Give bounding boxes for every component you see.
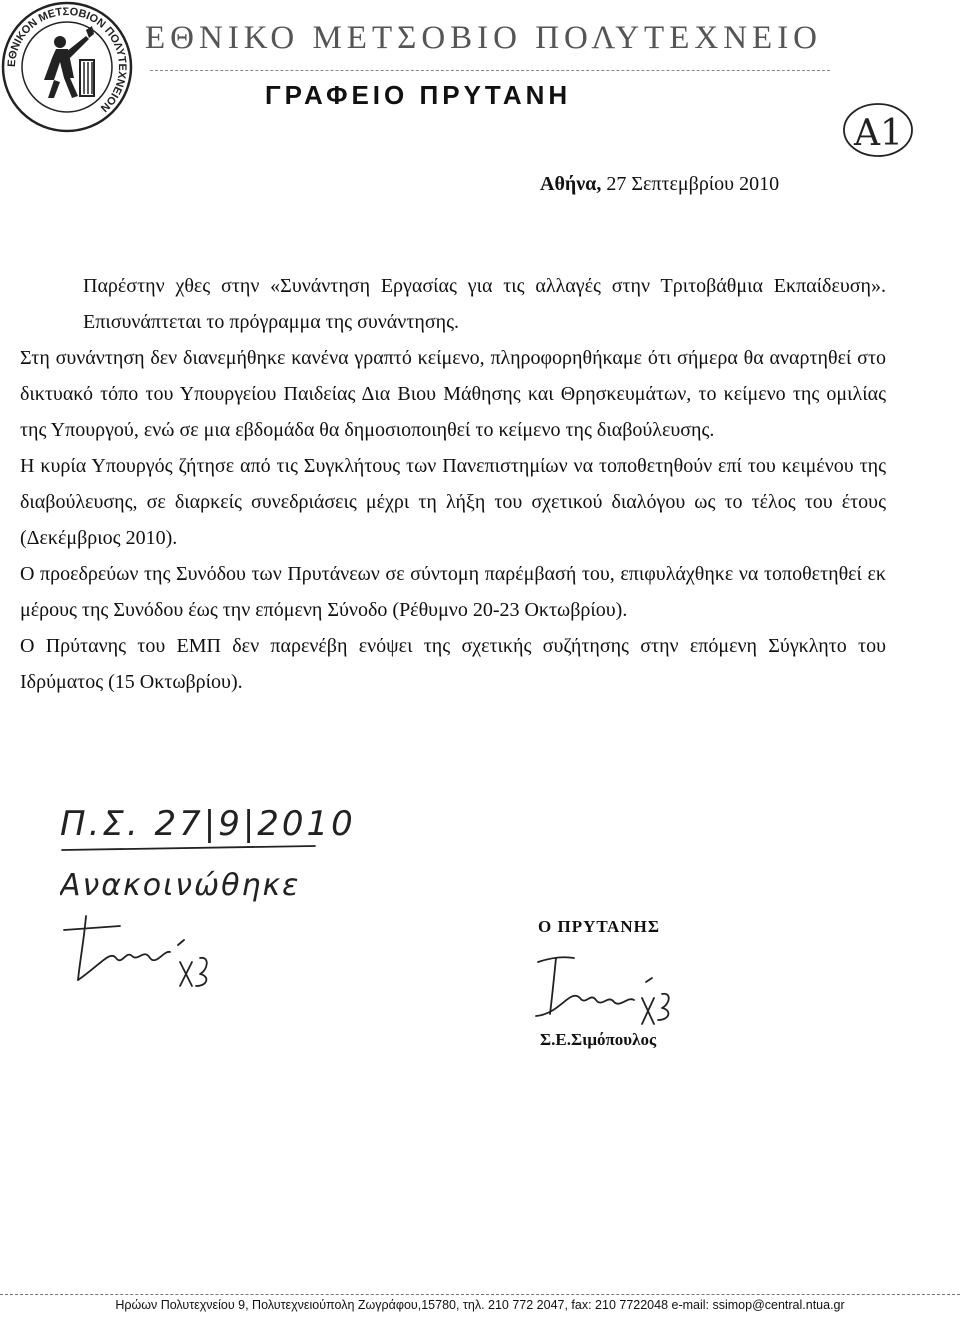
initials-signature xyxy=(64,916,207,986)
paragraph-4: Ο προεδρεύων της Συνόδου των Πρυτάνεων σε σύντομη παρέμβασή του, επιφυλάχθηκε να τοποθετηθεί εκ μέρους της Συνόδου έως την επόμενη Σύνοδο (Ρέθυμνο 20-23 Οκτωβρίου). xyxy=(20,563,886,621)
stamp-a1 xyxy=(836,100,916,160)
date-value: 27 Σεπτεμβρίου 2010 xyxy=(606,173,780,195)
header-divider xyxy=(150,70,830,71)
prometheus-seal-icon xyxy=(0,0,134,134)
letter-body xyxy=(20,268,886,700)
signatory-title: Ο ΠΡΥΤΑΝΗΣ xyxy=(538,917,660,936)
office-name: ΓΡΑΦΕΙΟ ΠΡΥΤΑΝΗ xyxy=(265,80,572,110)
handwritten-note xyxy=(60,790,360,1020)
paragraph-5: Ο Πρύτανης του ΕΜΠ δεν παρενέβη ενόψει της σχετικής συζήτησης στην επόμενη Σύγκλητο του Ιδρύματος (15 Οκτωβρίου). xyxy=(20,635,886,693)
seal-text: ΕΘΝΙΚΟΝ ΜΕΤΣΟΒΙΟΝ ΠΟΛΥΤΕΧΝΕΙΟΝ xyxy=(5,5,129,114)
paragraph-1: Παρέστην χθες στην «Συνάντηση Εργασίας για τις αλλαγές στην Τριτοβάθμια Εκπαίδευση». Επισυνάπτεται το πρόγραμμα της συνάντησης. xyxy=(83,275,886,333)
date-city: Αθήνα, xyxy=(540,173,602,195)
institution-name: ΕΘΝΙΚΟ ΜΕΤΣΟΒΙΟ ΠΟΛΥΤΕΧΝΕΙΟ xyxy=(145,20,823,56)
footer-divider xyxy=(0,1294,960,1295)
handwritten-date: Π.Σ. 27|9|2010 xyxy=(60,804,356,844)
rector-signature xyxy=(530,948,690,1033)
paragraph-3: Η κυρία Υπουργός ζήτησε από τις Συγκλήτους των Πανεπιστημίων να τοποθετηθούν επί του κειμένου της διαβούλευσης, σε διαρκείς συνεδριάσεις μέχρι τη λήξη του σχετικού διαλόγου ως το τέλος του έτους (Δεκέμβριος 2010). xyxy=(20,455,886,549)
stamp-label: Α1 xyxy=(854,113,903,154)
document-date xyxy=(540,173,779,196)
signatory-name: Σ.Ε.Σιμόπουλος xyxy=(540,1030,657,1049)
handwritten-announced: Ανακοινώθηκε xyxy=(60,868,301,903)
footer-contact: Ηρώων Πολυτεχνείου 9, Πολυτεχνειούπολη Ζωγράφου,15780, τηλ. 210 772 2047, fax: 210 7722048 e-mail: ssimop@central.ntua.gr xyxy=(115,1298,845,1312)
paragraph-2: Στη συνάντηση δεν διανεμήθηκε κανένα γραπτό κείμενο, πληροφορηθήκαμε ότι σήμερα θα αναρτηθεί στο δικτυακό τόπο του Υπουργείου Παιδείας Δια Βιου Μάθησης και Θρησκευμάτων, το κείμενο της ομιλίας της Υπουργού, ενώ σε μια εβδομάδα θα δημοσιοποιηθεί το κείμενο της διαβούλευσης. xyxy=(20,347,886,441)
